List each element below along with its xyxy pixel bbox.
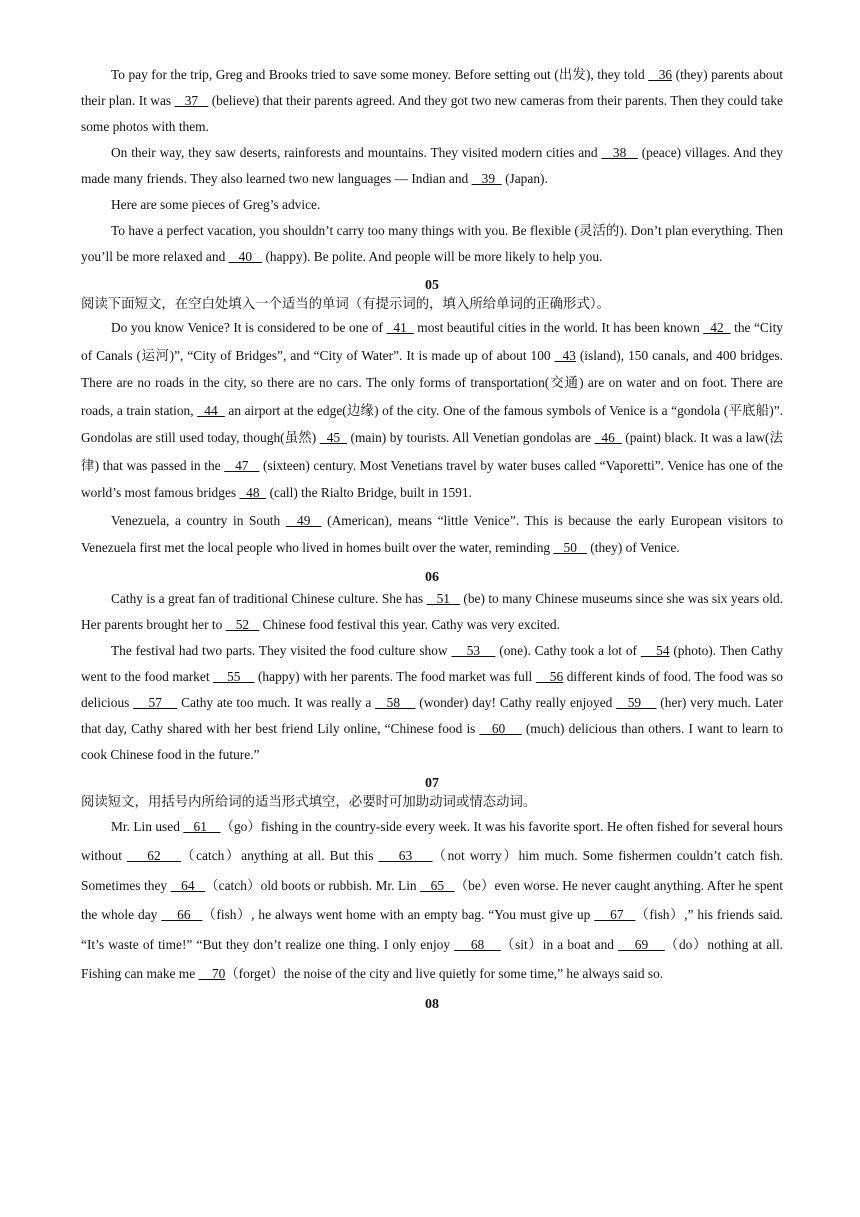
passage-text: (happy) with her parents. The food market was full bbox=[254, 668, 536, 684]
passage-text: (main) by tourists. All Venetian gondolas are bbox=[347, 430, 595, 445]
passage-text: （fish）,” his friends said. “It’s waste of time!” “But they don’t realize one thing. I only enjoy bbox=[81, 907, 783, 952]
passage-06-paragraph-2 bbox=[81, 638, 783, 768]
answer-blank[interactable]: 47 bbox=[224, 457, 260, 473]
passage-text: Chinese food festival this year. Cathy was very excited. bbox=[259, 616, 560, 632]
answer-blank[interactable]: 67 bbox=[594, 907, 636, 922]
answer-blank[interactable]: 52 bbox=[225, 616, 260, 632]
section-heading-08: 08 bbox=[425, 996, 439, 1012]
passage-text: （be）even worse. He never caught anything. After he spent the whole day bbox=[81, 877, 783, 922]
answer-blank[interactable]: 69 bbox=[618, 936, 665, 952]
passage-text: (happy). Be polite. And people will be more likely to help you. bbox=[262, 249, 603, 264]
passage-text: most beautiful cities in the world. It has been known bbox=[413, 320, 704, 335]
passage-text: different kinds of food. The food was so delicious bbox=[81, 668, 784, 710]
passage-text: (American), means “little Venice”. This is because the early European visitors to Venezuela first met the local people who lived in homes built over the water, reminding bbox=[81, 512, 784, 555]
passage-text: （go）fishing in the country-side every week. It was his favorite sport. He often fished for several hours without bbox=[81, 818, 783, 863]
passage-text: (island), 150 canals, and 400 bridges. There are no roads in the city, so there are no cars. The only forms of transportation(交通) are on water and on foot. There are roads, a train station, bbox=[81, 347, 783, 418]
section-05-instruction: 阅读下面短文，在空白处填入一个适当的单词（有提示词的，填入所给单词的正确形式）。 bbox=[81, 296, 610, 311]
passage-text: To have a perfect vacation, you shouldn’t carry too many things with you. Be flexible (灵活的). Don’t plan everything. Then you’ll be more relaxed and bbox=[81, 223, 783, 264]
passage-text: (call) the Rialto Bridge, built in 1591. bbox=[266, 485, 472, 500]
answer-blank[interactable]: 55 bbox=[213, 668, 255, 684]
passage-text: Cathy ate too much. It was really a bbox=[177, 694, 376, 710]
passage-text: (believe) that their parents agreed. And they got two new cameras from their parents. Then they could take some photos with them. bbox=[81, 93, 783, 134]
passage-04-paragraph-3 bbox=[81, 192, 783, 218]
answer-blank[interactable]: 39 bbox=[471, 171, 502, 186]
answer-blank[interactable]: 49 bbox=[285, 512, 322, 528]
answer-blank[interactable]: 70 bbox=[198, 966, 226, 981]
answer-blank[interactable]: 68 bbox=[454, 936, 501, 952]
passage-text: To pay for the trip, Greg and Brooks tried to save some money. Before setting out (出发), they told bbox=[111, 67, 649, 82]
answer-blank[interactable]: 53 bbox=[451, 642, 496, 658]
answer-blank[interactable]: 63 bbox=[378, 848, 433, 863]
answer-blank[interactable]: 57 bbox=[133, 694, 178, 710]
passage-text: （do）nothing at all. Fishing can make me bbox=[81, 936, 784, 981]
answer-blank[interactable]: 44 bbox=[197, 402, 225, 418]
passage-text: The festival had two parts. They visited the food culture show bbox=[111, 642, 452, 658]
section-heading-07: 07 bbox=[425, 775, 439, 791]
passage-text: On their way, they saw deserts, rainforests and mountains. They visited modern cities and bbox=[111, 145, 602, 160]
passage-text: (they) parents about their plan. It was bbox=[81, 67, 784, 108]
passage-text: (photo). Then Cathy went to the food market bbox=[81, 642, 784, 684]
passage-text: （fish）, he always went home with an empty bag. “You must give up bbox=[202, 907, 595, 922]
answer-blank[interactable]: 41 bbox=[386, 320, 414, 335]
section-07-instruction: 阅读短文，用括号内所给词的适当形式填空，必要时可加助动词或情态动词。 bbox=[81, 793, 537, 809]
answer-blank[interactable]: 50 bbox=[553, 540, 587, 555]
answer-blank[interactable]: 60 bbox=[479, 720, 522, 736]
passage-07-paragraph-1 bbox=[81, 812, 783, 989]
answer-blank[interactable]: 48 bbox=[239, 485, 267, 500]
answer-blank[interactable]: 36 bbox=[648, 67, 673, 82]
passage-text: Here are some pieces of Greg’s advice. bbox=[111, 197, 321, 212]
answer-blank[interactable]: 40 bbox=[228, 249, 263, 264]
passage-text: (they) of Venice. bbox=[586, 540, 680, 555]
passage-text: （forget）the noise of the city and live quietly for some time,” he always said so. bbox=[225, 966, 664, 981]
answer-blank[interactable]: 56 bbox=[535, 668, 564, 684]
passage-text: (paint) black. It was a law(法律) that was passed in the bbox=[81, 430, 783, 473]
passage-text: Cathy is a great fan of traditional Chinese culture. She has bbox=[111, 590, 427, 606]
answer-blank[interactable]: 54 bbox=[640, 642, 670, 658]
answer-blank[interactable]: 66 bbox=[161, 907, 203, 922]
passage-text: (be) to many Chinese museums since she was six years old. Her parents brought her to bbox=[81, 590, 783, 632]
passage-text: Venezuela, a country in South bbox=[111, 512, 286, 528]
answer-blank[interactable]: 43 bbox=[554, 347, 576, 363]
passage-text: (peace) villages. And they made many friends. They also learned two new languages — Indian and bbox=[81, 145, 783, 186]
passage-text: (Japan). bbox=[501, 171, 548, 186]
passage-text: (wonder) day! Cathy really enjoyed bbox=[415, 694, 617, 710]
passage-text: （catch）old boots or rubbish. Mr. Lin bbox=[205, 877, 421, 893]
document-page bbox=[81, 62, 783, 1013]
passage-06-paragraph-1 bbox=[81, 586, 783, 638]
answer-blank[interactable]: 42 bbox=[703, 320, 731, 335]
answer-blank[interactable]: 65 bbox=[420, 877, 455, 893]
answer-blank[interactable]: 58 bbox=[375, 694, 416, 710]
passage-text: （sit）in a boat and bbox=[500, 936, 619, 952]
passage-text: the “City of Canals (运河)”, “City of Bridges”, and “City of Water”. It is made up of about 100 bbox=[81, 320, 783, 363]
passage-04-paragraph-2 bbox=[81, 140, 783, 192]
passage-text: (much) delicious than others. I want to learn to cook Chinese food in the future.” bbox=[81, 720, 783, 762]
passage-text: （catch）anything at all. But this bbox=[180, 848, 379, 863]
answer-blank[interactable]: 45 bbox=[319, 430, 348, 445]
answer-blank[interactable]: 61 bbox=[183, 818, 221, 834]
passage-05-paragraph-1 bbox=[81, 314, 783, 507]
answer-blank[interactable]: 51 bbox=[426, 590, 461, 606]
passage-text: (one). Cathy took a lot of bbox=[495, 642, 641, 658]
passage-05-paragraph-2 bbox=[81, 507, 783, 562]
passage-04-paragraph-1 bbox=[81, 62, 783, 140]
answer-blank[interactable]: 37 bbox=[174, 93, 209, 108]
answer-blank[interactable]: 62 bbox=[127, 848, 181, 863]
passage-text: （not worry）him much. Some fishermen couldn’t catch fish. Sometimes they bbox=[81, 848, 784, 893]
passage-text: (sixteen) century. Most Venetians travel by water buses called “Vaporetti”. Venice has one of the world’s most famous bridges bbox=[81, 457, 783, 500]
section-heading-05: 05 bbox=[425, 278, 439, 293]
section-heading-06: 06 bbox=[425, 569, 439, 585]
passage-text: an airport at the edge(边缘) of the city. One of the famous symbols of Venice is a “gondola (平底船)”. Gondolas are still used today, though(虽然) bbox=[81, 402, 784, 445]
answer-blank[interactable]: 38 bbox=[601, 145, 638, 160]
passage-text: Mr. Lin used bbox=[111, 818, 184, 834]
passage-04-paragraph-4 bbox=[81, 218, 783, 270]
passage-text: (her) very much. Later that day, Cathy shared with her best friend Lily online, “Chinese food is bbox=[81, 694, 783, 736]
answer-blank[interactable]: 59 bbox=[616, 694, 657, 710]
answer-blank[interactable]: 64 bbox=[170, 877, 206, 893]
passage-text: Do you know Venice? It is considered to be one of bbox=[111, 320, 387, 335]
answer-blank[interactable]: 46 bbox=[594, 430, 622, 445]
